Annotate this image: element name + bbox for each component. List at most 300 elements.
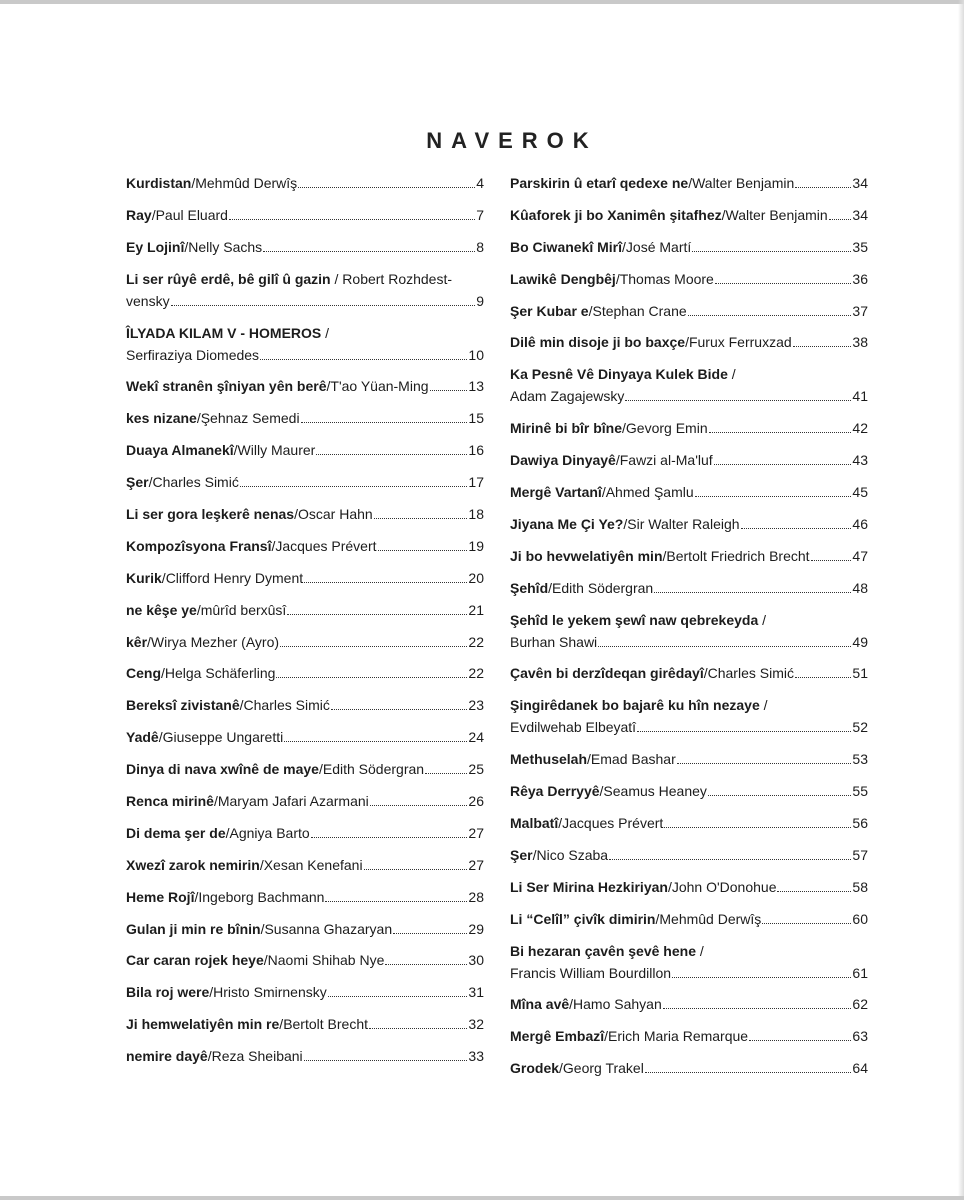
separator: / [158,729,163,746]
toc-entry[interactable] [126,407,484,429]
toc-entry[interactable] [510,876,868,898]
page-number: 53 [852,751,868,768]
entry-title: ne kêşe ye [126,601,197,618]
entry-author: Georg Trakel [562,1060,644,1077]
separator: / [196,410,201,427]
dot-leader [287,613,467,615]
dot-leader [240,485,468,487]
entry-author-cont: Francis William Bourdillon [510,964,672,981]
entry-author: Xesan Kenefani [263,856,363,873]
toc-entry[interactable] [126,204,484,226]
separator: / [696,942,704,959]
separator: / [233,442,238,459]
page-number: 4 [476,175,484,191]
entry-author: Walter Benjamin [725,206,828,223]
page-number: 24 [468,729,484,746]
toc-entry[interactable] [510,577,868,599]
dot-leader [645,1071,852,1073]
dot-leader [609,858,851,860]
separator: / [559,1060,563,1077]
entry-title: Bereksî zivistanê [126,697,240,714]
entry-title: Çavên bi derzîdeqan girêdayî [510,665,704,682]
toc-entry[interactable] [510,908,868,930]
toc-entry[interactable] [510,449,868,471]
toc-entry[interactable] [126,567,484,589]
page-number: 17 [468,474,484,491]
separator: / [279,1016,284,1033]
entry-author-cont: Evdilwehab Elbeyatî [510,719,637,736]
entry-author: Reza Sheibani [211,1048,303,1065]
entry-title: Parskirin û etarî qedexe ne [510,175,689,191]
entry-author: Susanna Ghazaryan [264,920,393,937]
separator: / [703,665,708,682]
entry-title: Ji hemwelatiyên min re [126,1016,280,1033]
page-number: 25 [468,761,484,778]
separator: / [558,815,563,832]
toc-entry[interactable] [126,322,484,366]
entry-author: Mehmûd Derwîş [195,175,298,191]
entry-title: Dawiya Dinyayê [510,452,616,469]
toc-entry[interactable] [126,662,484,684]
dot-leader [325,900,467,902]
toc-entry[interactable] [510,780,868,802]
dot-leader [709,431,852,433]
entry-author: Ahmed Şamlu [605,484,694,501]
entry-author: Emad Bashar [590,751,676,768]
page-number: 60 [852,910,868,927]
toc-entry[interactable] [126,1013,484,1035]
entry-title: Li Ser Mirina Hezkiriyan [510,878,668,895]
entry-author: T'ao Yüan-Ming [330,378,429,395]
dot-leader [777,890,851,892]
toc-entry[interactable] [126,758,484,780]
dot-leader [654,591,851,593]
separator: / [685,334,689,351]
page-number: 10 [468,346,484,363]
dot-leader [328,995,468,997]
page-number: 62 [852,996,868,1013]
entry-author: Charles Simić [243,697,330,714]
entry-title: kêr [126,633,148,650]
entry-author: Clifford Henry Dyment [165,569,304,586]
entry-title: Bila roj were [126,984,210,1001]
page-number: 7 [476,206,484,223]
dot-leader [637,730,851,732]
toc-entry[interactable] [126,886,484,908]
entry-title: Renca mirinê [126,793,214,810]
entry-author: Naomi Shihab Nye [267,952,385,969]
toc-column-left [126,172,484,1077]
toc-entry[interactable] [126,1045,484,1067]
toc-entry[interactable] [126,790,484,812]
toc-entry[interactable] [126,172,484,194]
entry-title: Şer [126,474,149,491]
toc-entry[interactable] [126,599,484,621]
entry-title: Yadê [126,729,159,746]
page-number: 16 [468,442,484,459]
entry-title: Car caran rojek heye [126,952,264,969]
top-rule [0,0,964,4]
page-edge-shadow [958,0,964,1200]
dot-leader [793,345,852,347]
page-title: NAVEROK [426,128,598,153]
dot-leader [171,304,476,306]
entry-title: Di dema şer de [126,824,226,841]
page-number: 23 [468,697,484,714]
page-number: 33 [468,1048,484,1065]
dot-leader [369,1027,467,1029]
toc-entry[interactable] [126,375,484,397]
page-number: 58 [852,878,868,895]
entry-author: Hamo Sahyan [573,996,662,1013]
entry-author: Edith Södergran [552,579,654,596]
toc-entry[interactable] [510,1057,868,1079]
page-number: 13 [468,378,484,395]
entry-title: Jiyana Me Çi Ye? [510,515,624,532]
separator: / [318,761,323,778]
entry-title: Kûaforek ji bo Xanimên şitafhez [510,206,722,223]
entry-author: Jacques Prévert [562,815,664,832]
toc-entry[interactable] [126,949,484,971]
entry-author: Helga Schäferling [164,665,276,682]
page-number: 38 [852,334,868,351]
entry-author: Giuseppe Ungaretti [162,729,284,746]
toc-entry[interactable] [510,481,868,503]
separator: / [326,378,331,395]
entry-author: Gevorg Emin [625,420,708,437]
dot-leader [229,218,475,220]
separator: / [184,238,189,255]
toc-entry[interactable] [510,662,868,684]
entry-title: Methuselah [510,751,588,768]
entry-author-cont: Serfiraziya Diomedes [126,346,260,363]
separator: / [260,920,265,937]
entry-author: Edith Södergran [322,761,425,778]
dot-leader [664,826,851,828]
dot-leader [364,868,468,870]
page-number: 56 [852,815,868,832]
entry-title: Şehîd le yekem şewî naw qebrekeyda [510,611,759,628]
dot-leader [378,549,468,551]
entry-author: Charles Simić [152,474,239,491]
dot-leader [393,932,467,934]
dot-leader [385,963,467,965]
toc-entry[interactable] [510,268,868,290]
separator: / [623,515,628,532]
separator: / [615,270,620,287]
page-number: 26 [468,793,484,810]
entry-author-cont: vensky [126,292,170,309]
toc-entry[interactable] [126,726,484,748]
page-number: 46 [852,515,868,532]
entry-title: nemire dayê [126,1048,208,1065]
page-number: 19 [468,537,484,554]
page-number: 55 [852,783,868,800]
page-number: 29 [468,920,484,937]
entry-author: Agniya Barto [229,824,310,841]
entry-title: Xwezî zarok nemirin [126,856,260,873]
entry-author: Charles Simić [707,665,794,682]
dot-leader [795,186,851,188]
page-number: 36 [852,270,868,287]
dot-leader [304,1059,468,1061]
separator: / [191,175,196,191]
entry-title: Mergê Vartanî [510,484,602,501]
dot-leader [829,218,852,220]
entry-title: Şer [510,846,533,863]
dot-leader [284,740,467,742]
toc-entry[interactable] [126,439,484,461]
page-number: 51 [852,665,868,682]
entry-author: Maryam Jafari Azarmani [217,793,369,810]
dot-leader [598,645,851,647]
entry-title: Ray [126,206,152,223]
separator: / [207,1048,212,1065]
separator: / [667,878,672,895]
entry-author: Oscar Hahn [297,506,373,523]
dot-leader [331,708,468,710]
entry-title: Dinya di nava xwînê de maye [126,761,319,778]
entry-author: Walter Benjamin [692,175,795,191]
page-number: 52 [852,719,868,736]
toc-entry[interactable] [510,513,868,535]
dot-leader [663,1007,852,1009]
dot-leader [263,250,475,252]
page-number: 18 [468,506,484,523]
toc-column-right [510,172,868,1089]
entry-title: Mîna avê [510,996,570,1013]
toc-entry[interactable] [126,854,484,876]
separator: / [161,569,166,586]
entry-title: Dilê min disoje ji bo baxçe [510,334,686,351]
toc-entry[interactable] [510,812,868,834]
separator: / [209,984,214,1001]
entry-title: Li “Celîl” çivîk dimirin [510,910,656,927]
separator: / [601,484,606,501]
entry-title: Bo Ciwanekî Mirî [510,238,623,255]
separator: / [294,506,298,523]
entry-title: Wekî stranên şîniyan yên berê [126,378,327,395]
separator: / [147,633,151,650]
toc-entry[interactable] [510,1025,868,1047]
page-number: 64 [852,1060,868,1077]
entry-title: Li ser gora leşkerê nenas [126,506,295,523]
page-number: 22 [468,633,484,650]
entry-author: Ingeborg Bachmann [198,888,325,905]
separator: / [259,856,264,873]
toc-entry[interactable] [510,694,868,738]
separator: / [151,206,156,223]
entry-author: Robert Rozhdest- [342,270,453,287]
entry-title: Duaya Almanekî [126,442,234,459]
entry-title: Gulan ji min re bînin [126,920,261,937]
toc-entry[interactable] [510,609,868,653]
page-number: 43 [852,452,868,469]
toc-entry[interactable] [510,940,868,984]
page-number: 37 [852,302,868,319]
toc-entry[interactable] [126,981,484,1003]
page-number: 9 [476,292,484,309]
dot-leader [741,527,852,529]
entry-author: Nico Szaba [536,846,609,863]
entry-author: Stephan Crane [592,302,687,319]
page-number: 61 [852,964,868,981]
page-number: 35 [852,238,868,255]
entry-title: Şer Kubar e [510,302,589,319]
toc-entry[interactable] [126,471,484,493]
entry-title: Mergê Embazî [510,1028,605,1045]
entry-author: John O'Donohue [671,878,777,895]
toc-entry[interactable] [126,236,484,258]
separator: / [655,910,660,927]
toc-entry[interactable] [510,748,868,770]
entry-title: Ceng [126,665,161,682]
page-number: 41 [852,388,868,405]
entry-title: Mirinê bi bîr bîne [510,420,623,437]
dot-leader [708,794,852,796]
entry-author: Sir Walter Raleigh [627,515,740,532]
dot-leader [311,836,468,838]
separator: / [662,547,667,564]
entry-title: Kompozîsyona Fransî [126,537,272,554]
entry-author: Seamus Heaney [603,783,707,800]
dot-leader [370,804,468,806]
entry-title: Malbatî [510,815,559,832]
separator: / [196,601,201,618]
separator: / [759,697,768,714]
page-number: 15 [468,410,484,427]
separator: / [615,452,620,469]
dot-leader [304,581,467,583]
separator: / [727,366,736,383]
page-number: 27 [468,856,484,873]
entry-title: Li ser rûyê erdê, bê gilî û gazin [126,270,331,287]
dot-leader [374,517,468,519]
entry-author: Wirya Mezher (Ayro) [150,633,280,650]
toc-entry[interactable] [126,503,484,525]
toc-entry[interactable] [126,694,484,716]
entry-author: Bertolt Brecht [283,1016,369,1033]
dot-leader [316,453,467,455]
toc-entry[interactable] [510,300,868,322]
entry-author-cont: Adam Zagajewsky [510,388,625,405]
page-number: 34 [852,206,868,223]
separator: / [622,420,626,437]
entry-author: Jacques Prévert [275,537,377,554]
toc-entry[interactable] [126,268,484,312]
dot-leader [425,772,467,774]
dot-leader [715,282,852,284]
entry-title: Ey Lojinî [126,238,185,255]
separator: / [161,665,165,682]
dot-leader [430,389,468,391]
separator: / [239,697,244,714]
dot-leader [762,922,851,924]
page-number: 49 [852,633,868,650]
entry-author: Şehnaz Semedi [200,410,300,427]
entry-title: Rêya Derryyê [510,783,600,800]
page-number: 42 [852,420,868,437]
page-number: 22 [468,665,484,682]
toc-entry[interactable] [126,918,484,940]
entry-author: Hristo Smirnensky [213,984,327,1001]
entry-author: Fawzi al-Ma'luf [619,452,713,469]
entry-author: Mehmûd Derwîş [659,910,762,927]
page-number: 30 [468,952,484,969]
entry-author: Furux Ferruxzad [688,334,792,351]
toc-entry[interactable] [126,535,484,557]
separator: / [194,888,199,905]
dot-leader [276,676,467,678]
separator: / [213,793,218,810]
bottom-rule [0,1196,964,1200]
entry-title: kes nizane [126,410,197,427]
dot-leader [625,399,851,401]
separator: / [604,1028,609,1045]
page-number: 21 [468,601,484,618]
toc-entry[interactable] [510,172,868,194]
entry-title: Şehîd [510,579,549,596]
page-number: 20 [468,569,484,586]
dot-leader [795,676,851,678]
entry-author: Erich Maria Remarque [608,1028,749,1045]
page-number: 31 [468,984,484,1001]
toc-entry[interactable] [510,331,868,353]
entry-title: Lawikê Dengbêj [510,270,616,287]
entry-author: Willy Maurer [237,442,316,459]
toc-entry[interactable] [510,204,868,226]
dot-leader [749,1039,851,1041]
separator: / [569,996,574,1013]
entry-author: Paul Eluard [155,206,228,223]
separator: / [532,846,537,863]
entry-author: Thomas Moore [619,270,714,287]
entry-title: Grodek [510,1060,560,1077]
toc-entry[interactable] [126,822,484,844]
entry-title: ÎLYADA KILAM V - HOMEROS [126,324,322,341]
toc-entry[interactable] [510,236,868,258]
page-number: 32 [468,1016,484,1033]
separator: / [721,206,726,223]
dot-leader [280,645,467,647]
toc-entry[interactable] [510,417,868,439]
separator: / [148,474,153,491]
toc-entry[interactable] [510,363,868,407]
dot-leader [695,495,852,497]
separator: / [688,175,693,191]
page-number: 8 [476,238,484,255]
separator: / [271,537,276,554]
entry-title: Kurdistan [126,175,192,191]
toc-entry[interactable] [510,993,868,1015]
entry-title: Heme Rojî [126,888,195,905]
toc-entry[interactable] [510,844,868,866]
separator: / [225,824,230,841]
page-number: 45 [852,484,868,501]
toc-entry[interactable] [510,545,868,567]
entry-title: Bi hezaran çavên şevê hene [510,942,696,959]
separator: / [599,783,604,800]
page-number: 63 [852,1028,868,1045]
entry-title: Şingirêdanek bo bajarê ku hîn nezaye [510,697,760,714]
entry-author: Nelly Sachs [188,238,263,255]
page-number: 47 [852,547,868,564]
dot-leader [811,559,852,561]
page-number: 27 [468,824,484,841]
dot-leader [692,250,851,252]
toc-entry[interactable] [126,631,484,653]
page-number: 28 [468,888,484,905]
